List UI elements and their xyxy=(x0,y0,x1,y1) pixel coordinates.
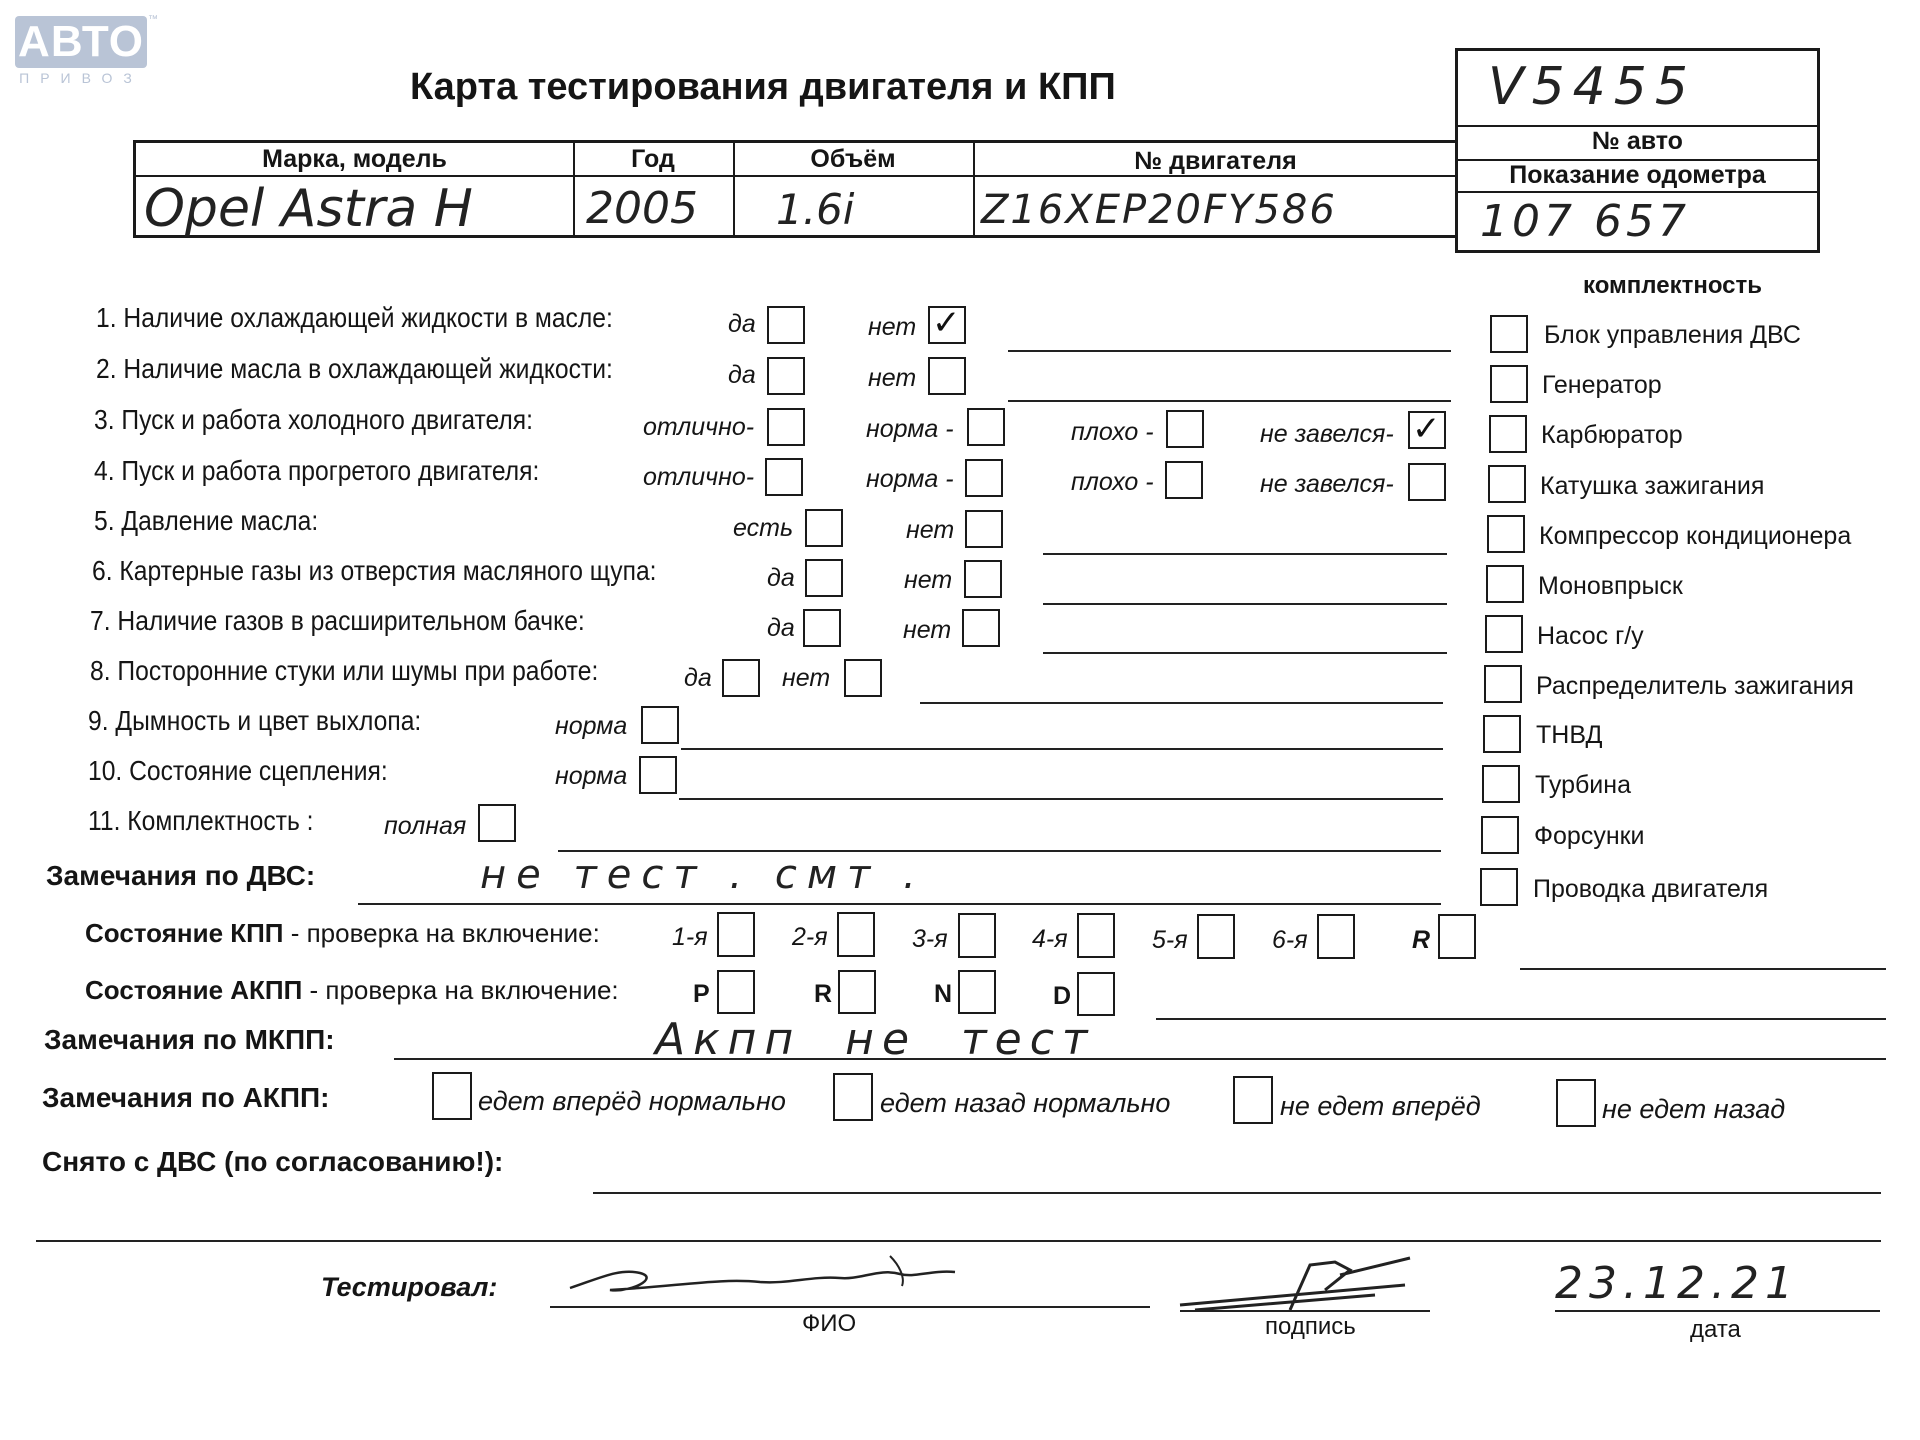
remarks-mkpp-handwritten: Акпп не тест xyxy=(655,1014,1096,1065)
q6-opt-da: да xyxy=(767,564,795,592)
komplekt-checkbox-6[interactable] xyxy=(1486,565,1524,603)
komplekt-item-9: ТНВД xyxy=(1536,721,1603,749)
q5-opt-yes: есть xyxy=(733,514,794,542)
q4-checkbox-bad[interactable] xyxy=(1165,461,1203,499)
komplekt-item-4: Катушка зажигания xyxy=(1540,472,1765,500)
tested-by-label: Тестировал: xyxy=(321,1272,498,1302)
question-8: 8. Посторонние стуки или шумы при работе: xyxy=(90,655,599,686)
signature-scribble xyxy=(1175,1250,1425,1320)
komplekt-checkbox-5[interactable] xyxy=(1487,515,1525,553)
kpp-gear-2-checkbox[interactable] xyxy=(837,912,875,957)
date-handwritten: 23.12.21 xyxy=(1555,1258,1799,1309)
akpp-no-backward-checkbox[interactable] xyxy=(1556,1079,1596,1127)
q1-opt-net: нет xyxy=(868,313,917,341)
removed-label: Снято с ДВС (по согласованию!): xyxy=(42,1146,504,1177)
q3-checkbox-excellent[interactable] xyxy=(767,408,805,446)
removed-line-1 xyxy=(593,1192,1881,1194)
q8-opt-net: нет xyxy=(782,664,831,692)
q1-net-checkmark: ✓ xyxy=(932,303,961,343)
logo-trademark: ™ xyxy=(148,14,158,25)
remarks-mkpp-label: Замечания по МКПП: xyxy=(44,1024,335,1055)
q11-opt-full: полная xyxy=(384,812,467,840)
komplekt-item-10: Турбина xyxy=(1535,771,1631,799)
q4-opt-excellent: отлично- xyxy=(643,463,755,491)
komplekt-item-6: Моновпрыск xyxy=(1538,572,1683,600)
q9-opt-normal: норма xyxy=(555,712,628,740)
q4-opt-no-start: не завелся- xyxy=(1260,470,1394,498)
q8-checkbox-da[interactable] xyxy=(722,659,760,697)
q4-checkbox-excellent[interactable] xyxy=(765,458,803,496)
q2-checkbox-net[interactable] xyxy=(928,357,966,395)
car-number-label: № авто xyxy=(1592,127,1683,155)
q5-opt-no: нет xyxy=(906,516,955,544)
q4-opt-bad: плохо - xyxy=(1071,468,1154,496)
q7-checkbox-net[interactable] xyxy=(962,609,1000,647)
kpp-gear-5-checkbox[interactable] xyxy=(1197,914,1235,959)
remarks-engine-line xyxy=(358,903,1441,905)
q2-checkbox-da[interactable] xyxy=(767,357,805,395)
q2-opt-net: нет xyxy=(868,364,917,392)
question-6: 6. Картерные газы из отверстия масляного щупа: xyxy=(92,555,657,586)
question-1: 1. Наличие охлаждающей жидкости в масле: xyxy=(96,302,613,333)
q1-checkbox-da[interactable] xyxy=(767,306,805,344)
akpp-forward-ok-label: едет вперёд нормально xyxy=(478,1086,786,1116)
signature-label: подпись xyxy=(1265,1313,1356,1340)
kpp-gear-6-label: 6-я xyxy=(1272,926,1308,954)
q5-note-line xyxy=(1043,553,1447,555)
header-make-model: Марка, модель xyxy=(262,145,447,173)
header-volume: Объём xyxy=(810,145,896,173)
akpp-gear-n-checkbox[interactable] xyxy=(958,970,996,1014)
q11-checkbox-full[interactable] xyxy=(478,804,516,842)
value-make-model: Opel Astra H xyxy=(144,179,473,239)
kpp-gear-6-checkbox[interactable] xyxy=(1317,914,1355,959)
kpp-gear-1-checkbox[interactable] xyxy=(717,912,755,957)
kpp-note-line xyxy=(1520,968,1886,970)
remarks-engine-label: Замечания по ДВС: xyxy=(46,860,316,891)
kpp-gear-3-label: 3-я xyxy=(912,925,948,953)
kpp-gear-r-label: R xyxy=(1412,926,1431,954)
q5-checkbox-yes[interactable] xyxy=(805,509,843,547)
komplekt-item-3: Карбюратор xyxy=(1541,421,1683,449)
komplekt-checkbox-8[interactable] xyxy=(1484,665,1522,703)
tester-name-scribble xyxy=(560,1248,980,1308)
header-engine-number: № двигателя xyxy=(1134,147,1297,175)
q9-note-line xyxy=(681,748,1443,750)
akpp-gear-p-checkbox[interactable] xyxy=(717,970,755,1014)
q2-opt-da: да xyxy=(728,361,756,389)
value-year: 2005 xyxy=(586,183,698,234)
komplekt-title: комплектность xyxy=(1583,272,1763,299)
komplekt-checkbox-10[interactable] xyxy=(1482,765,1520,803)
q10-checkbox-normal[interactable] xyxy=(639,756,677,794)
akpp-no-forward-label: не едет вперёд xyxy=(1280,1091,1481,1121)
akpp-note-line xyxy=(1156,1018,1886,1020)
vehicle-table xyxy=(133,140,1458,238)
kpp-gear-4-label: 4-я xyxy=(1032,925,1068,953)
komplekt-checkbox-1[interactable] xyxy=(1490,315,1528,353)
car-number-box xyxy=(1455,48,1820,253)
q7-checkbox-da[interactable] xyxy=(803,609,841,647)
komplekt-item-5: Компрессор кондиционера xyxy=(1539,522,1852,550)
value-volume: 1.6i xyxy=(776,185,855,234)
q3-opt-normal: норма - xyxy=(866,415,954,443)
q1-note-line xyxy=(1008,350,1451,352)
akpp-no-forward-checkbox[interactable] xyxy=(1233,1076,1273,1124)
question-4: 4. Пуск и работа прогретого двигателя: xyxy=(94,455,540,486)
question-9: 9. Дымность и цвет выхлопа: xyxy=(88,705,422,736)
question-11: 11. Комплектность : xyxy=(88,805,314,836)
kpp-gear-5-label: 5-я xyxy=(1152,926,1188,954)
akpp-backward-ok-checkbox[interactable] xyxy=(833,1073,873,1121)
date-label: дата xyxy=(1690,1316,1741,1343)
q3-opt-no-start: не завелся- xyxy=(1260,420,1394,448)
akpp-gear-d-checkbox[interactable] xyxy=(1077,972,1115,1016)
akpp-backward-ok-label: едет назад нормально xyxy=(880,1088,1171,1118)
brand-logo: АВТО xyxy=(15,16,147,68)
kpp-gear-4-checkbox[interactable] xyxy=(1077,913,1115,958)
q6-checkbox-da[interactable] xyxy=(805,559,843,597)
komplekt-checkbox-12[interactable] xyxy=(1480,868,1518,906)
q3-opt-bad: плохо - xyxy=(1071,418,1154,446)
q5-checkbox-no[interactable] xyxy=(965,510,1003,548)
value-engine-number: Z16XEP20FY586 xyxy=(981,187,1337,233)
akpp-forward-ok-checkbox[interactable] xyxy=(432,1072,472,1120)
q10-opt-normal: норма xyxy=(555,762,628,790)
kpp-gear-1-label: 1-я xyxy=(672,923,708,951)
remarks-akpp-label: Замечания по АКПП: xyxy=(42,1082,330,1113)
remarks-mkpp-line xyxy=(394,1058,1886,1060)
kpp-label: Состояние КПП - проверка на включение: xyxy=(85,918,600,948)
komplekt-checkbox-11[interactable] xyxy=(1481,816,1519,854)
removed-line-2 xyxy=(36,1240,1881,1242)
q1-opt-da: да xyxy=(728,310,756,338)
q8-opt-da: да xyxy=(684,664,712,692)
q6-note-line xyxy=(1043,603,1447,605)
q8-checkbox-net[interactable] xyxy=(844,659,882,697)
question-7: 7. Наличие газов в расширительном бачке: xyxy=(90,605,585,636)
q3-opt-excellent: отлично- xyxy=(643,413,755,441)
header-year: Год xyxy=(631,145,675,173)
komplekt-checkbox-3[interactable] xyxy=(1489,415,1527,453)
akpp-gear-d-label: D xyxy=(1053,982,1072,1010)
odometer-label: Показание одометра xyxy=(1509,161,1766,189)
akpp-gear-p-label: P xyxy=(693,980,710,1008)
kpp-gear-r-checkbox[interactable] xyxy=(1438,914,1476,959)
q8-note-line xyxy=(920,702,1443,704)
komplekt-checkbox-7[interactable] xyxy=(1485,615,1523,653)
komplekt-item-12: Проводка двигателя xyxy=(1533,875,1769,903)
komplekt-checkbox-2[interactable] xyxy=(1490,365,1528,403)
q6-opt-net: нет xyxy=(904,566,953,594)
komplekt-item-1: Блок управления ДВС xyxy=(1544,321,1801,349)
q3-no-start-checkmark: ✓ xyxy=(1412,409,1441,449)
q4-opt-normal: норма - xyxy=(866,465,954,493)
remarks-engine-handwritten: не тест . смт . xyxy=(480,852,926,898)
q7-note-line xyxy=(1043,652,1447,654)
page-title: Карта тестирования двигателя и КПП xyxy=(410,66,1116,108)
komplekt-item-11: Форсунки xyxy=(1534,822,1645,850)
q6-checkbox-net[interactable] xyxy=(964,560,1002,598)
question-3: 3. Пуск и работа холодного двигателя: xyxy=(94,404,533,435)
q9-checkbox-normal[interactable] xyxy=(641,706,679,744)
q3-checkbox-normal[interactable] xyxy=(967,408,1005,446)
date-line xyxy=(1555,1310,1880,1312)
akpp-no-backward-label: не едет назад xyxy=(1602,1094,1786,1124)
q3-checkbox-bad[interactable] xyxy=(1166,410,1204,448)
akpp-gear-r-label: R xyxy=(814,980,833,1008)
question-5: 5. Давление масла: xyxy=(94,505,319,536)
question-2: 2. Наличие масла в охлаждающей жидкости: xyxy=(96,353,613,384)
car-number-value: V5455 xyxy=(1488,57,1696,117)
akpp-label: Состояние АКПП - проверка на включение: xyxy=(85,975,619,1005)
fio-label: ФИО xyxy=(802,1310,857,1337)
q4-checkbox-normal[interactable] xyxy=(965,459,1003,497)
q10-note-line xyxy=(679,798,1443,800)
q2-note-line xyxy=(1008,400,1451,402)
akpp-gear-n-label: N xyxy=(934,980,953,1008)
q7-opt-net: нет xyxy=(903,616,952,644)
komplekt-item-8: Распределитель зажигания xyxy=(1536,672,1854,700)
q7-opt-da: да xyxy=(767,614,795,642)
kpp-gear-2-label: 2-я xyxy=(792,923,828,951)
komplekt-checkbox-9[interactable] xyxy=(1483,715,1521,753)
akpp-gear-r-checkbox[interactable] xyxy=(838,970,876,1014)
question-10: 10. Состояние сцепления: xyxy=(88,755,388,786)
komplekt-item-7: Насос г/у xyxy=(1537,622,1644,650)
odometer-value: 107 657 xyxy=(1480,196,1690,247)
komplekt-item-2: Генератор xyxy=(1542,371,1662,399)
kpp-gear-3-checkbox[interactable] xyxy=(958,913,996,958)
komplekt-checkbox-4[interactable] xyxy=(1488,465,1526,503)
q4-checkbox-no-start[interactable] xyxy=(1408,463,1446,501)
logo-subtitle: ПРИВОЗ xyxy=(19,70,143,86)
